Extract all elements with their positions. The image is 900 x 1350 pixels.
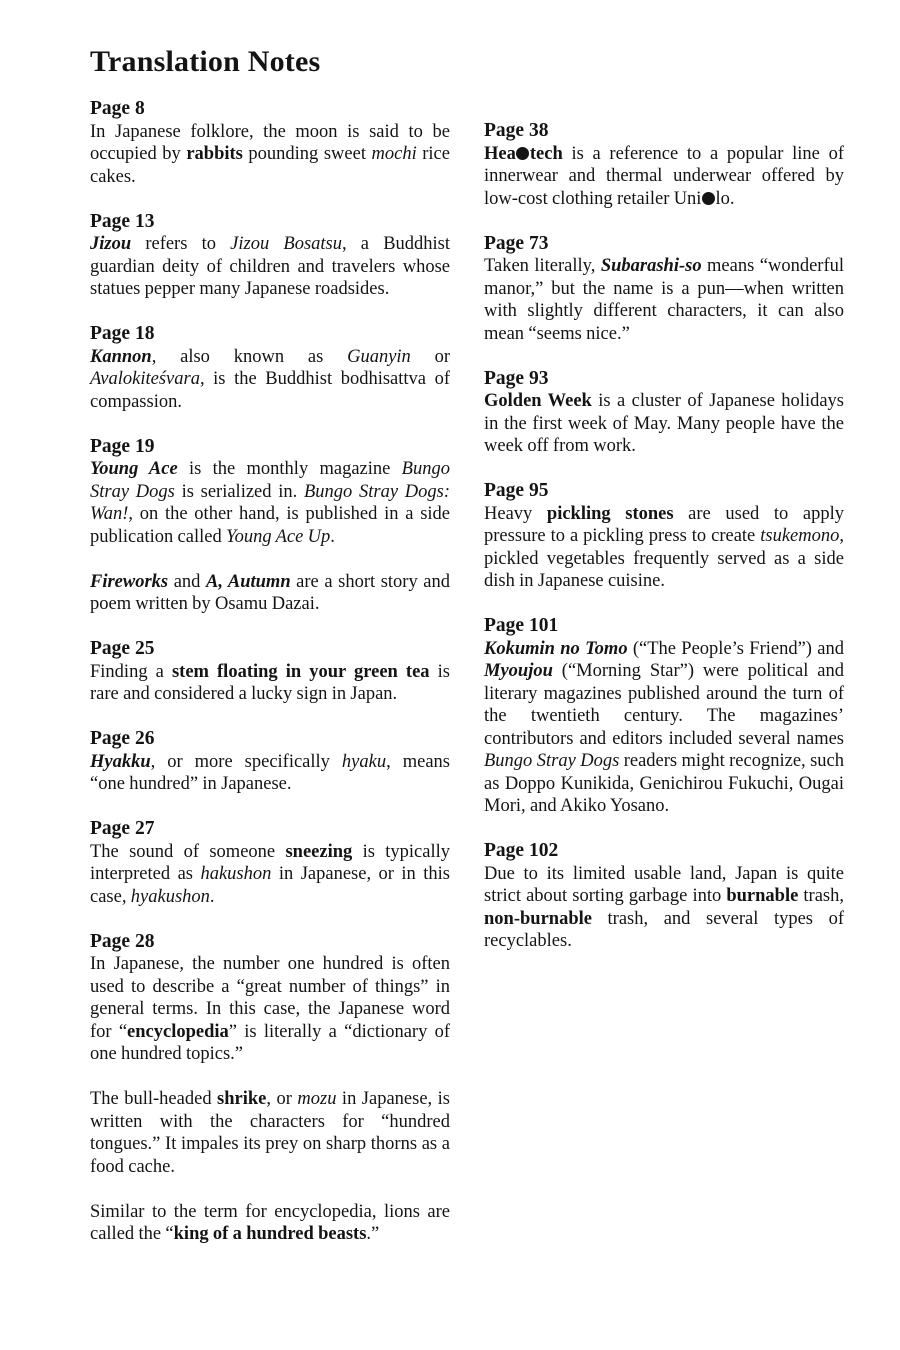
text-run: , pickled vegetables frequently served as a side dish in Japanese cuisine. — [484, 526, 844, 591]
note-page-heading: Page 95 — [484, 480, 549, 501]
bold-italic-term: Subarashi-so — [600, 256, 702, 276]
translation-note — [90, 323, 450, 413]
note-page-heading: Page 13 — [90, 210, 155, 232]
note-paragraph — [484, 143, 844, 211]
translation-note — [484, 480, 844, 593]
note-page-heading: Page 26 — [90, 728, 155, 749]
bold-italic-term: Hyakku — [90, 751, 151, 772]
italic-term: Bungo Stray Dogs — [90, 459, 450, 502]
note-paragraph — [90, 346, 450, 414]
translation-note — [484, 615, 844, 818]
bold-term: king of a hundred beasts — [173, 1224, 367, 1244]
note-paragraph — [484, 390, 844, 458]
text-run: , a Buddhist guardian deity of children and travelers whose statues pepper many Japanese roadsides. — [90, 234, 451, 299]
text-run: readers might recognize, such as Doppo Kunikida, Genichirou Fukuchi, Ougai Mori, and Akiko Yosano. — [484, 751, 845, 816]
text-run: is a cluster of Japanese holidays in the first week of May. Many people have the week off from work. — [484, 391, 844, 456]
text-run: are used to apply pressure to a pickling press to create — [484, 503, 844, 546]
bold-italic-term: Jizou — [90, 234, 132, 254]
text-run: In Japanese folklore, the moon is said to be occupied by — [90, 121, 450, 164]
text-run: trash, and several types of recyclables. — [484, 908, 844, 951]
note-page-heading: Page 102 — [484, 840, 559, 861]
text-run: , or — [266, 1089, 298, 1109]
text-run: , means “one hundred” in Japanese. — [90, 751, 450, 794]
bold-italic-term: Young Ace — [90, 459, 178, 479]
note-paragraph — [90, 1088, 450, 1178]
text-run: In Japanese, the number one hundred is often used to describe a “great number of things” in general terms. In this case, the Japanese word for “ — [90, 954, 450, 1042]
text-run: (“Morning Star”) were political and literary magazines published around the turn of the twentieth century. The magazines’ contributors and editors included several names — [484, 661, 844, 749]
text-run: ” is literally a “dictionary of one hundred topics.” — [90, 1021, 451, 1064]
note-paragraph — [90, 661, 450, 706]
note-paragraph — [484, 503, 844, 593]
text-run: , also known as — [151, 346, 348, 367]
note-page-heading: Page 8 — [90, 98, 145, 119]
bold-term: sneezing — [285, 841, 353, 862]
translation-note — [484, 368, 844, 458]
text-run: pounding sweet — [242, 144, 372, 164]
text-run: are a short story and poem written by Osamu Dazai. — [90, 571, 450, 614]
note-paragraph — [484, 638, 844, 818]
text-run: lo. — [715, 188, 735, 209]
text-run: and — [168, 571, 207, 592]
left-column — [90, 98, 450, 1268]
text-run: (“The People’s Friend”) and — [627, 638, 844, 659]
translation-note — [90, 98, 450, 188]
bold-term: non-burnable — [484, 908, 592, 929]
text-run: . — [330, 526, 335, 547]
text-run: The sound of someone — [90, 841, 286, 862]
note-page-heading: Page 27 — [90, 818, 155, 839]
italic-term: Guanyin — [347, 346, 411, 367]
text-run: , or more specifically — [150, 751, 342, 772]
italic-term: hyakushon — [130, 886, 210, 907]
bold-term: shrike — [217, 1089, 267, 1109]
note-paragraph — [90, 841, 450, 909]
italic-term: Jizou Bosatsu — [230, 234, 342, 254]
translation-note — [484, 840, 844, 953]
censor-dot-icon — [516, 147, 529, 160]
text-run: is a reference to a popular line of innerwear and thermal underwear offered by low-cost clothing retailer Uni — [484, 143, 844, 209]
text-run: in Japanese, or in this case, — [90, 864, 450, 907]
censor-dot-icon — [702, 192, 715, 205]
translation-note — [90, 211, 450, 301]
note-page-heading: Page 93 — [484, 367, 549, 389]
italic-term: mochi — [371, 144, 417, 164]
italic-term: mozu — [297, 1089, 337, 1109]
bold-term: burnable — [726, 886, 799, 906]
right-column — [484, 120, 844, 975]
italic-term: Bungo Stray Dogs: Wan! — [90, 481, 451, 524]
text-run: is serialized in. — [174, 481, 304, 502]
text-run: The bull-headed — [90, 1089, 218, 1109]
note-page-heading: Page 18 — [90, 323, 155, 344]
text-run: Similar to the term for encyclopedia, lions are called the “ — [90, 1201, 450, 1244]
italic-term: Young Ace Up — [226, 526, 331, 547]
translation-note — [484, 120, 844, 210]
text-run: Heavy — [484, 503, 547, 524]
text-run: trash, — [798, 886, 844, 906]
text-run: Due to its limited usable land, Japan is quite strict about sorting garbage into — [484, 863, 844, 906]
note-paragraph — [484, 863, 844, 953]
text-run: rice cakes. — [90, 144, 450, 187]
text-run: , on the other hand, is published in a side publication called — [90, 504, 450, 547]
text-run: Finding a — [90, 661, 172, 682]
text-run: Taken literally, — [484, 256, 601, 276]
note-page-heading: Page 19 — [90, 435, 155, 457]
bold-italic-term: Myoujou — [484, 661, 553, 681]
note-page-heading: Page 73 — [484, 232, 549, 254]
bold-term: encyclopedia — [127, 1021, 229, 1042]
text-run: in Japanese, is written with the characters for “hundred tongues.” It impales its prey on sharp thorns as a food cache. — [90, 1089, 450, 1177]
italic-term: tsukemono — [760, 526, 840, 546]
translation-note — [90, 728, 450, 796]
note-paragraph — [90, 458, 450, 548]
text-run: means “wonderful manor,” but the name is a pun—when written with slightly different characters, it can also mean “seems nice.” — [484, 256, 844, 344]
translation-note — [90, 818, 450, 908]
note-page-heading: Page 101 — [484, 615, 559, 636]
translation-note — [90, 931, 450, 1246]
note-page-heading: Page 28 — [90, 930, 155, 952]
note-paragraph — [90, 233, 450, 301]
page-title: Translation Notes — [90, 45, 321, 78]
italic-term: Bungo Stray Dogs — [484, 751, 620, 771]
note-page-heading: Page 25 — [90, 638, 155, 659]
text-run: is typically interpreted as — [90, 841, 450, 884]
note-paragraph — [90, 1201, 450, 1246]
note-page-heading: Page 38 — [484, 120, 549, 141]
bold-italic-term: Kannon — [90, 346, 152, 367]
text-run: is the monthly magazine — [177, 459, 402, 479]
bold-italic-term: A, Autumn — [206, 571, 291, 592]
bold-term: Golden Week — [484, 391, 592, 411]
note-paragraph — [90, 953, 450, 1066]
bold-term: stem floating in your green tea — [171, 661, 430, 682]
bold-term: Hea — [484, 143, 516, 164]
text-run: is rare and considered a lucky sign in Japan. — [90, 661, 450, 704]
bold-italic-term: Fireworks — [90, 571, 169, 592]
bold-term: tech — [529, 143, 563, 164]
italic-term: hyaku — [341, 751, 387, 772]
note-paragraph — [90, 121, 450, 189]
text-run: or — [410, 346, 450, 367]
text-run: .” — [366, 1224, 380, 1244]
bold-term: rabbits — [186, 144, 243, 164]
text-run: refers to — [131, 234, 231, 254]
note-paragraph — [484, 255, 844, 345]
italic-term: Avalokiteśvara — [90, 369, 200, 389]
bold-italic-term: Kokumin no Tomo — [484, 638, 628, 659]
note-paragraph — [90, 571, 450, 616]
italic-term: hakushon — [200, 864, 272, 884]
translation-note — [90, 638, 450, 706]
text-run: , is the Buddhist bodhisattva of compassion. — [90, 369, 450, 412]
text-run: . — [209, 886, 215, 907]
translation-note — [90, 436, 450, 616]
translation-note — [484, 233, 844, 346]
note-paragraph — [90, 751, 450, 796]
bold-term: pickling stones — [546, 503, 674, 524]
